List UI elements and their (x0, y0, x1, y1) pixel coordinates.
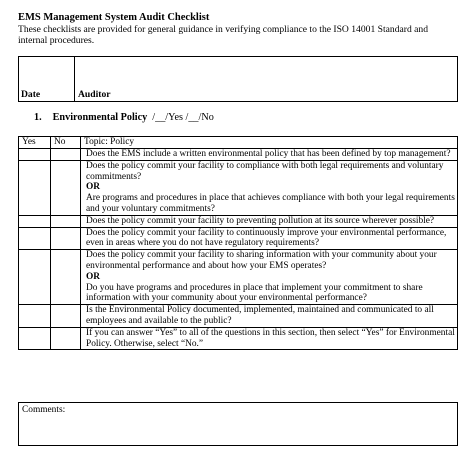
col-no-header: No (51, 137, 81, 149)
intro-text: These checklists are provided for general guidance in verifying compliance to the ISO 14001 Standard and internal procedures. (18, 24, 428, 46)
date-label: Date (21, 89, 41, 100)
comments-label: Comments: (22, 405, 66, 415)
date-auditor-table (18, 56, 458, 102)
question-cell (81, 250, 458, 305)
table-row (19, 227, 458, 250)
table-row (19, 215, 458, 227)
yes-cell[interactable] (19, 160, 51, 215)
no-cell[interactable] (51, 160, 81, 215)
checklist-table (18, 136, 458, 350)
table-row (19, 160, 458, 215)
section-number: 1. (34, 112, 42, 123)
auditor-label: Auditor (78, 89, 111, 100)
question-cell (81, 160, 458, 215)
or-separator: OR (86, 271, 101, 282)
question-cell (81, 327, 458, 350)
yes-cell[interactable] (19, 305, 51, 328)
yes-cell[interactable] (19, 227, 51, 250)
section-yes-no: /__/Yes /__/No (152, 112, 214, 123)
question-text: Is the Environmental Policy documented, implemented, maintained and communicated to all employees and available to the public? (86, 305, 434, 326)
no-cell[interactable] (51, 227, 81, 250)
col-yes-header: Yes (19, 137, 51, 149)
question-text: Does the policy commit your facility to compliance with both legal requirements and voluntary commitments? (86, 160, 444, 182)
yes-cell[interactable] (19, 215, 51, 227)
question-cell (81, 227, 458, 250)
section-title: Environmental Policy (52, 112, 148, 123)
no-cell[interactable] (51, 305, 81, 328)
question-text: Does the EMS include a written environmental policy that has been defined by top management? (86, 149, 451, 159)
table-row (19, 149, 458, 161)
yes-cell[interactable] (19, 327, 51, 350)
yes-cell[interactable] (19, 149, 51, 161)
table-row (19, 327, 458, 350)
col-topic-header: Topic: Policy (81, 137, 458, 149)
question-text: Does the policy commit your facility to continuously improve your environmental performance, even in areas where you do not have regulatory requirements? (86, 227, 447, 249)
document-title: EMS Management System Audit Checklist (18, 12, 210, 23)
no-cell[interactable] (51, 215, 81, 227)
no-cell[interactable] (51, 149, 81, 161)
table-row (19, 250, 458, 305)
question-text: Are programs and procedures in place that achieves compliance with both your legal requirements and your voluntary commitments? (86, 193, 455, 214)
section-heading (34, 112, 214, 123)
question-text: Does the policy commit your facility to sharing information with your community about your environmental performance and about how your EMS operates? (86, 250, 437, 271)
yes-cell[interactable] (19, 250, 51, 305)
no-cell[interactable] (51, 250, 81, 305)
table-row (19, 305, 458, 328)
question-cell (81, 215, 458, 227)
question-text: If you can answer “Yes” to all of the questions in this section, then select “Yes” for Environmental Policy. Otherwise, select “No.” (86, 327, 455, 349)
question-text: Do you have programs and procedures in place that implement your commitment to share information with your community about your environmental performance? (86, 282, 423, 304)
question-cell (81, 305, 458, 328)
checklist-header-row (19, 137, 458, 149)
question-text: Does the policy commit your facility to preventing pollution at its source wherever possible? (86, 215, 435, 226)
no-cell[interactable] (51, 327, 81, 350)
question-cell (81, 149, 458, 161)
date-auditor-divider (74, 57, 75, 101)
comments-box[interactable] (18, 402, 458, 446)
or-separator: OR (86, 182, 101, 193)
